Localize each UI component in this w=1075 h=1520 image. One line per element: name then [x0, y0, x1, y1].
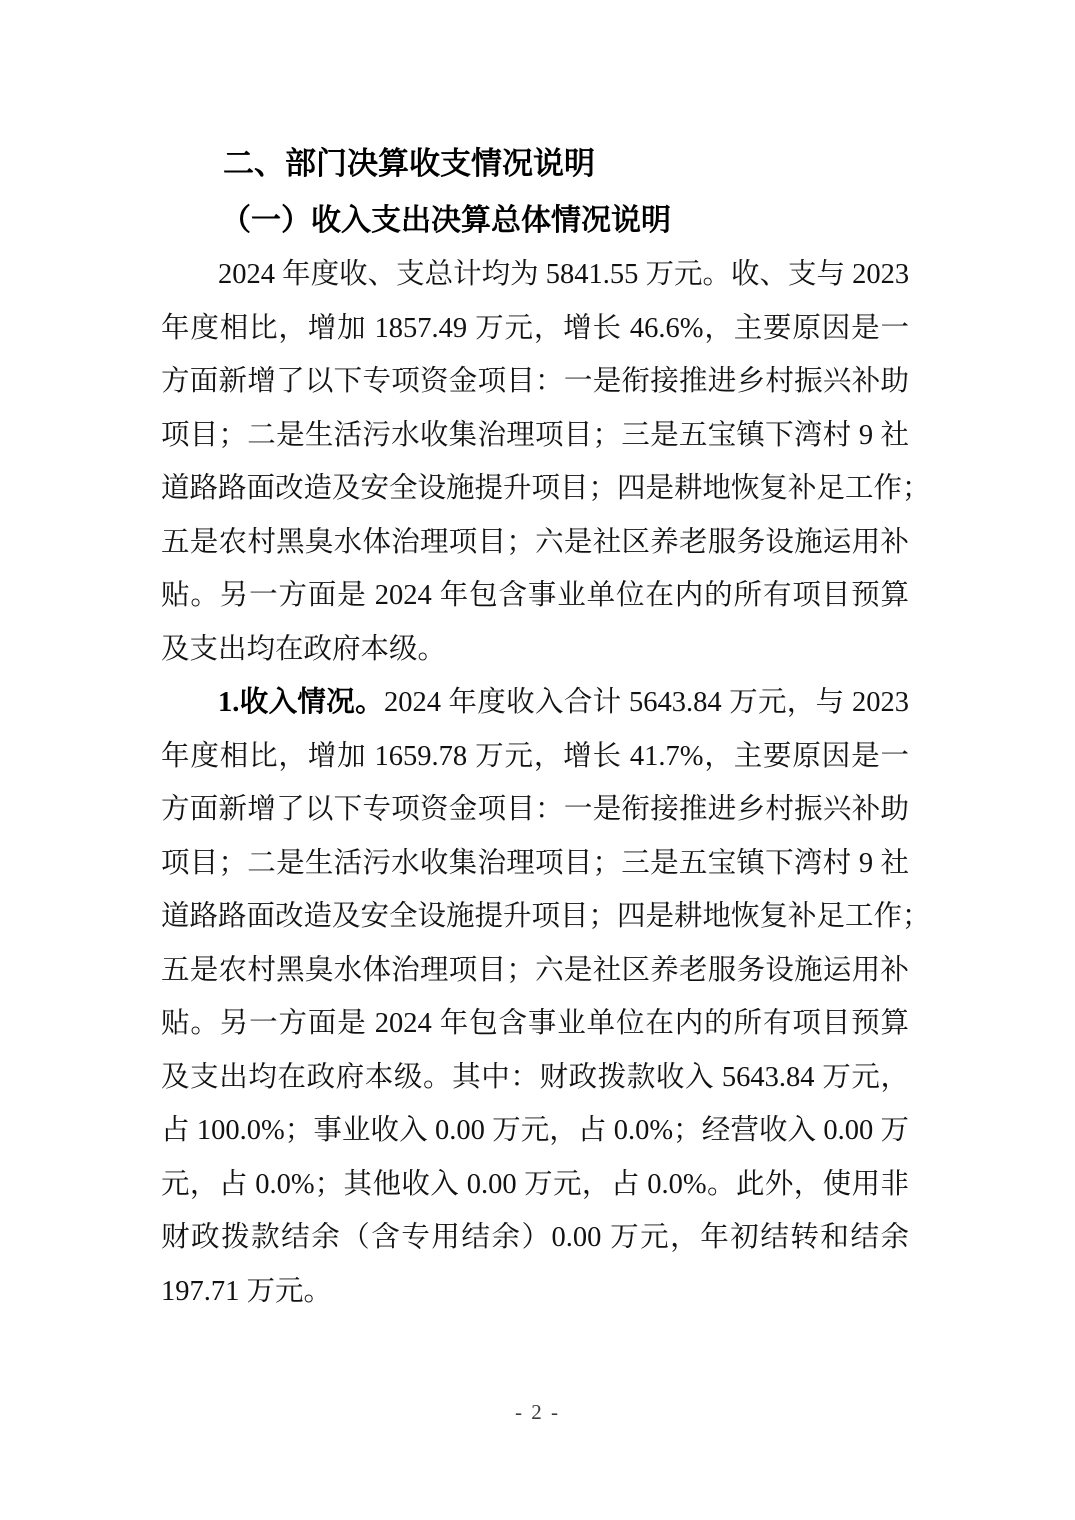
text-line: 及支出均在政府本级。: [161, 633, 447, 665]
page-footer: [0, 1399, 1075, 1425]
document-content: [161, 137, 931, 1318]
text-line: 年度相比，增加 1659.78 万元，增长 41.7%，主要原因是一: [161, 740, 909, 772]
text-line: 197.71 万元。: [161, 1275, 333, 1307]
text-line: 贴。另一方面是 2024 年包含事业单位在内的所有项目预算: [161, 580, 909, 611]
text-line: 方面新增了以下专项资金项目：一是衔接推进乡村振兴补助: [161, 366, 909, 397]
paragraphs-container: [161, 248, 931, 1318]
text-line: 方面新增了以下专项资金项目：一是衔接推进乡村振兴补助: [161, 794, 909, 825]
paragraph: [161, 248, 931, 676]
text-line: 项目；二是生活污水收集治理项目；三是五宝镇下湾村 9 社: [161, 419, 909, 451]
text-line: 及支出均在政府本级。其中：财政拨款收入 5643.84 万元，: [161, 1061, 909, 1093]
section-heading: 二、部门决算收支情况说明: [223, 146, 595, 181]
subsection-heading: （一）收入支出决算总体情况说明: [221, 203, 671, 237]
text-line: 2024 年度收、支总计均为 5841.55 万元。收、支与 2023: [218, 259, 910, 290]
page-number: - 2 -: [515, 1400, 560, 1424]
text-line: 占 100.0%；事业收入 0.00 万元，占 0.0%；经营收入 0.00 万: [161, 1115, 909, 1146]
text-line: 元，占 0.0%；其他收入 0.00 万元，占 0.0%。此外，使用非: [161, 1168, 909, 1200]
text-line: 五是农村黑臭水体治理项目；六是社区养老服务设施运用补: [161, 526, 909, 558]
text-line: 年度相比，增加 1857.49 万元，增长 46.6%，主要原因是一: [161, 312, 909, 344]
text-line: 道路路面改造及安全设施提升项目；四是耕地恢复补足工作；: [161, 901, 931, 932]
text-line: 道路路面改造及安全设施提升项目；四是耕地恢复补足工作；: [161, 473, 931, 504]
text-line: 项目；二是生活污水收集治理项目；三是五宝镇下湾村 9 社: [161, 847, 909, 879]
paragraph-bold-lead: 1.收入情况。: [218, 687, 384, 718]
paragraph: [161, 676, 931, 1318]
text-line: 五是农村黑臭水体治理项目；六是社区养老服务设施运用补: [161, 954, 909, 986]
text-line: 1.收入情况。2024 年度收入合计 5643.84 万元，与 2023: [218, 687, 909, 718]
text-line: 贴。另一方面是 2024 年包含事业单位在内的所有项目预算: [161, 1008, 909, 1039]
text-line: 财政拨款结余（含专用结余）0.00 万元，年初结转和结余: [161, 1222, 909, 1253]
